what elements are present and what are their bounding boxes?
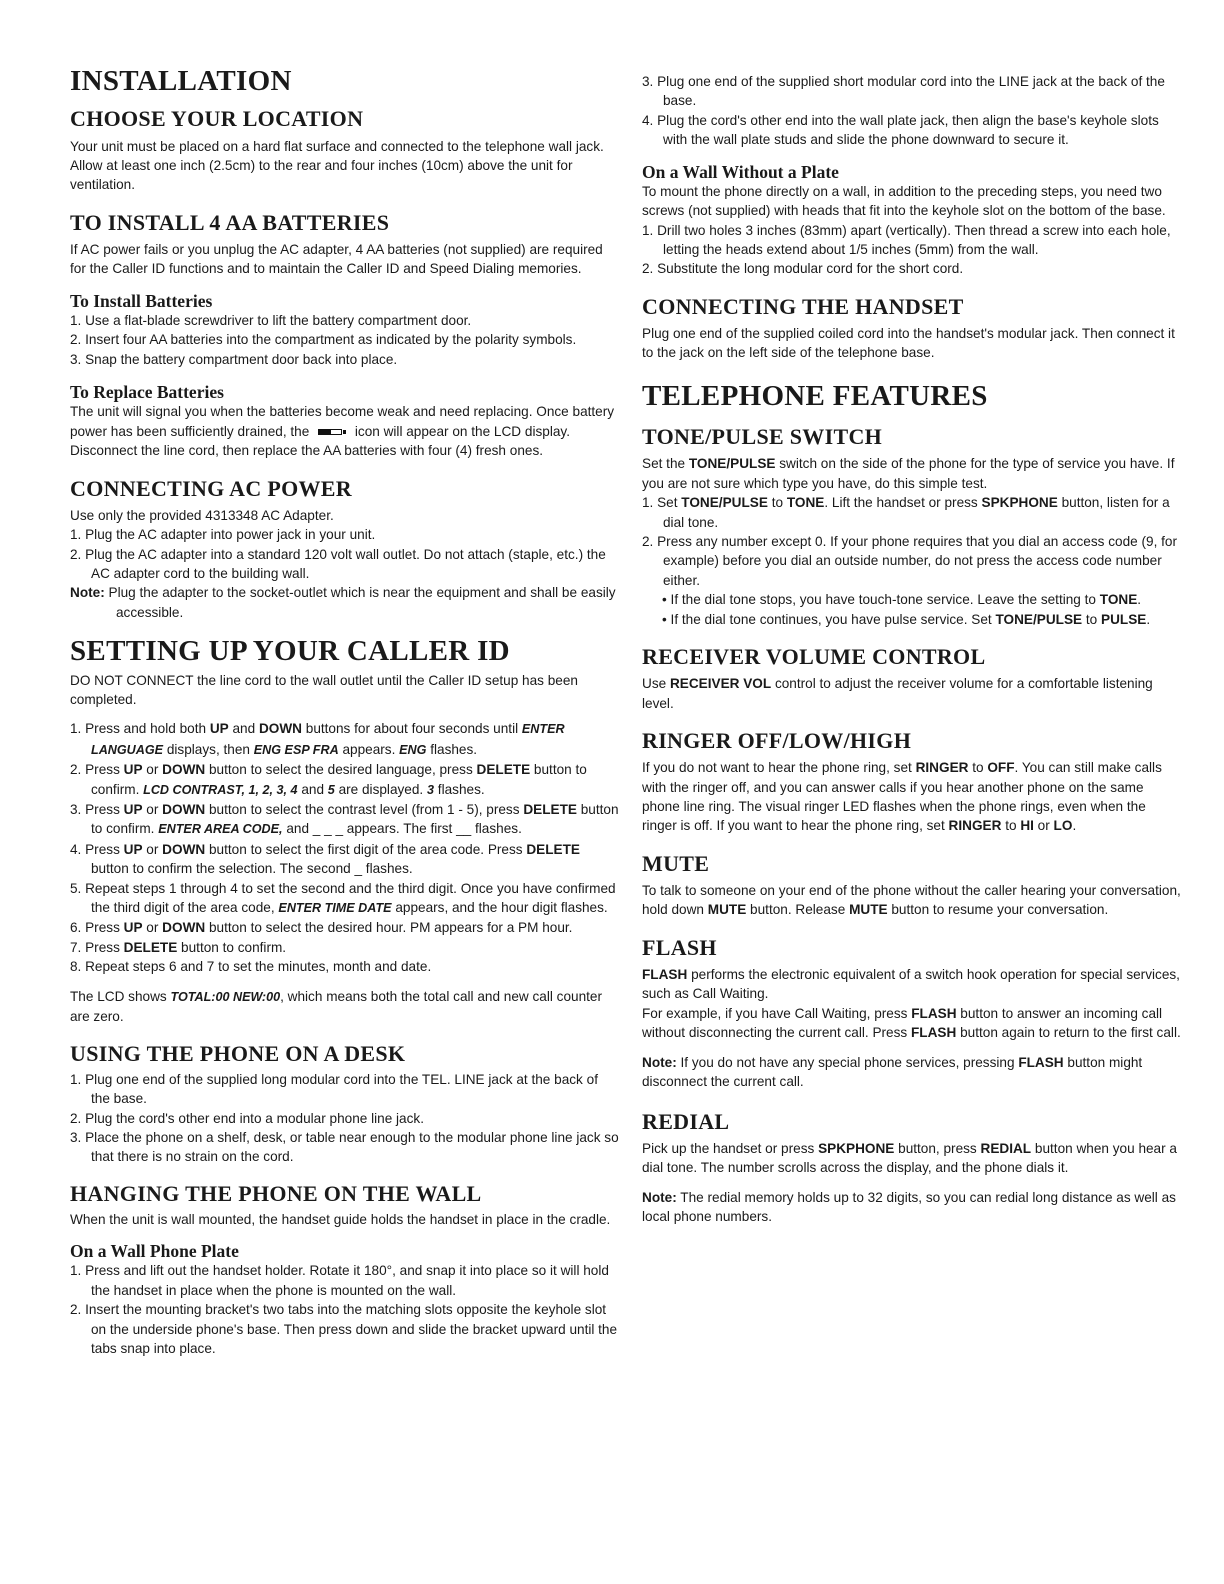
ac-power-steps [70,525,620,583]
list-item: 1. Drill two holes 3 inches (83mm) apart (vertically). Then thread a screw into each hole, letting the heads extend about 1/5 inches (5mm) from the wall. [642,222,1171,257]
mute-text: To talk to someone on your end of the phone without the caller hearing your conversation, hold down MUTE button. Release MUTE button to resume your conversation. [642,883,1181,918]
redial-heading: REDIAL [642,1108,730,1134]
replace-text-a: The unit will signal you when the batteries become weak and need replacing. Once battery power has been sufficiently drained, the [70,404,615,439]
redial-text: Pick up the handset or press SPKPHONE button, press REDIAL button when you hear a dial tone. The number scrolls across the display, and the phone dials it. [642,1140,1177,1176]
handset-text: Plug one end of the supplied coiled cord into the handset's modular jack. Then connect it to the jack on the left side of the telephone base. [642,325,1175,361]
list-item: 1. Press and lift out the handset holder. Rotate it 180°, and snap it into place so it will hold the handset in place when the phone is mounted on the wall. [70,1263,609,1298]
list-item: 2. Insert the mounting bracket's two tabs into the matching slots opposite the keyhole slot on the underside phone's base. Then press down and slide the bracket upward until the tabs snap into place. [70,1302,618,1357]
wall-text: When the unit is wall mounted, the handset guide holds the handset in place in the cradle. [70,1211,611,1227]
flash-note: Note: If you do not have any special phone services, pressing FLASH button might disconnect the current call. [642,1054,1143,1090]
list-item: • If the dial tone stops, you have touch-tone service. Leave the setting to TONE. [662,592,1142,608]
list-item: 1. Plug the AC adapter into power jack in your unit. [70,527,376,543]
wall-no-plate-text: To mount the phone directly on a wall, in addition to the preceding steps, you need two screws (not supplied) with heads that fit into the keyhole slot on the bottom of the base. [642,183,1166,219]
list-item: 3. Place the phone on a shelf, desk, or table near enough to the modular phone line jack so that there is no strain on the cord. [70,1129,619,1165]
list-item: 1. Set TONE/PULSE to TONE. Lift the handset or press SPKPHONE button, listen for a dial tone. [642,495,1170,530]
list-item: 6. Press UP or DOWN button to select the desired hour. PM appears for a PM hour. [70,920,573,936]
install-batteries-text: If AC power fails or you unplug the AC adapter, 4 AA batteries (not supplied) are required for the Caller ID functions and to maintain the Caller ID and Speed Dialing memories. [70,242,603,277]
list-item: 1. Use a flat-blade screwdriver to lift the battery compartment door. [70,312,472,328]
flash-heading: FLASH [642,934,717,960]
list-item: 8. Repeat steps 6 and 7 to set the minutes, month and date. [70,959,432,975]
receiver-volume-heading: RECEIVER VOLUME CONTROL [642,644,986,670]
ac-power-heading: CONNECTING AC POWER [70,475,352,501]
ac-power-intro: Use only the provided 4313348 AC Adapter. [70,507,334,523]
installation-heading: INSTALLATION [70,65,292,97]
list-item: 3. Snap the battery compartment door back into place. [70,351,398,367]
lcd-shows-text: The LCD shows TOTAL:00 NEW:00, which means both the total call and new call counter are zero. [70,988,603,1025]
list-item: 7. Press DELETE button to confirm. [70,939,287,955]
wall-plate-heading: On a Wall Phone Plate [70,1241,239,1262]
list-item: 2. Plug the AC adapter into a standard 120 volt wall outlet. Do not attach (staple, etc.) the AC adapter cord to the building wall. [70,546,606,581]
list-item: 1. Press and hold both UP and DOWN buttons for about four seconds until ENTER LANGUAGE displays, then ENG ESP FRA appears. ENG flashes. [70,721,565,757]
list-item: 1. Plug one end of the supplied long modular cord into the TEL. LINE jack at the back of the base. [70,1071,598,1107]
wall-no-plate-heading: On a Wall Without a Plate [642,161,839,182]
list-item: 3. Press UP or DOWN button to select the contrast level (from 1 - 5), press DELETE button to confirm. ENTER AREA CODE, and _ _ _ appears. The first __ flashes. [70,802,619,837]
ac-power-note [70,583,620,622]
to-replace-batteries-heading: To Replace Batteries [70,382,224,403]
wall-no-plate-steps [642,221,1182,279]
list-item: 2. Press UP or DOWN button to select the desired language, press DELETE button to confirm. LCD CONTRAST, 1, 2, 3, 4 and 5 are displayed. 3 flashes. [70,762,587,797]
mute-heading: MUTE [642,850,710,876]
desk-heading: USING THE PHONE ON A DESK [70,1040,406,1066]
ringer-text: If you do not want to hear the phone ring, set RINGER to OFF. You can still make calls with the ringer off, and you can answer calls if you hear another phone on the same phone line ring. The visual ringer LED flashes when the phone rings, even when the ringer is off. If you want to hear the phone ring, set RINGER to HI or LO. [642,760,1162,834]
caller-id-intro: DO NOT CONNECT the line cord to the wall outlet until the Caller ID setup has been completed. [70,672,578,707]
list-item: 2. Substitute the long modular cord for the short cord. [642,261,964,277]
low-battery-icon [315,427,349,437]
ringer-heading: RINGER OFF/LOW/HIGH [642,728,912,754]
desk-steps [70,1070,620,1167]
wall-plate-steps [70,1261,620,1358]
flash-text: FLASH performs the electronic equivalent of a switch hook operation for special services, such as Call Waiting. [642,967,1180,1002]
telephone-features-heading: TELEPHONE FEATURES [642,379,988,412]
choose-location-heading: CHOOSE YOUR LOCATION [70,106,364,132]
tone-pulse-intro: Set the TONE/PULSE switch on the side of the phone for the type of service you have. If you are not sure which type you have, do this simple test. [642,456,1175,491]
choose-location-text: Your unit must be placed on a hard flat surface and connected to the telephone wall jack. Allow at least one inch (2.5cm) to the rear and four inches (10cm) above the unit for ventilation. [70,138,604,193]
redial-note: Note: The redial memory holds up to 32 digits, so you can redial long distance as well as local phone numbers. [642,1189,1176,1224]
receiver-volume-text: Use RECEIVER VOL control to adjust the receiver volume for a comfortable listening level. [642,676,1153,711]
wall-heading: HANGING THE PHONE ON THE WALL [70,1180,482,1206]
flash-example-text: For example, if you have Call Waiting, press FLASH button to answer an incoming call without disconnecting the current call. Press FLASH button again to return to the first call. [642,1005,1181,1041]
replace-text-b: icon will appear on the LCD display. Disconnect the line cord, then replace the AA batteries with four (4) fresh ones. [70,423,570,459]
list-item: 4. Press UP or DOWN button to select the first digit of the area code. Press DELETE button to confirm the selection. The second _ flashes. [70,841,580,877]
install-steps [70,311,620,369]
handset-heading: CONNECTING THE HANDSET [642,293,964,319]
list-item: 2. Plug the cord's other end into a modular phone line jack. [70,1110,424,1126]
note-text: Plug the adapter to the socket-outlet which is near the equipment and shall be easily accessible. [108,585,616,620]
tone-pulse-steps [642,493,1182,629]
caller-id-heading: SETTING UP YOUR CALLER ID [70,635,510,668]
tone-pulse-heading: TONE/PULSE SWITCH [642,424,883,450]
caller-id-steps [70,719,620,976]
list-item: 3. Plug one end of the supplied short modular cord into the LINE jack at the back of the base. [642,74,1165,109]
list-item: 2. Press any number except 0. If your phone requires that you dial an access code (9, for example) before you dial an outside number, do not press the access code number either. [642,534,1177,588]
wall-plate-steps-continued [642,72,1182,150]
list-item: 4. Plug the cord's other end into the wall plate jack, then align the base's keyhole slots with the wall plate studs and slide the phone downward to secure it. [642,112,1159,148]
right-column [642,0,1182,1226]
list-item: 2. Insert four AA batteries into the compartment as indicated by the polarity symbols. [70,332,577,348]
left-column [70,0,620,1358]
replace-batteries-text [70,402,620,460]
list-item: • If the dial tone continues, you have pulse service. Set TONE/PULSE to PULSE. [662,611,1151,627]
install-batteries-heading: TO INSTALL 4 AA BATTERIES [70,209,390,235]
to-install-batteries-heading: To Install Batteries [70,290,213,311]
note-label: Note: [70,585,105,601]
list-item: 5. Repeat steps 1 through 4 to set the second and the third digit. Once you have confirmed the third digit of the area code, ENTER TIME DATE appears, and the hour digit flashes. [70,880,616,916]
